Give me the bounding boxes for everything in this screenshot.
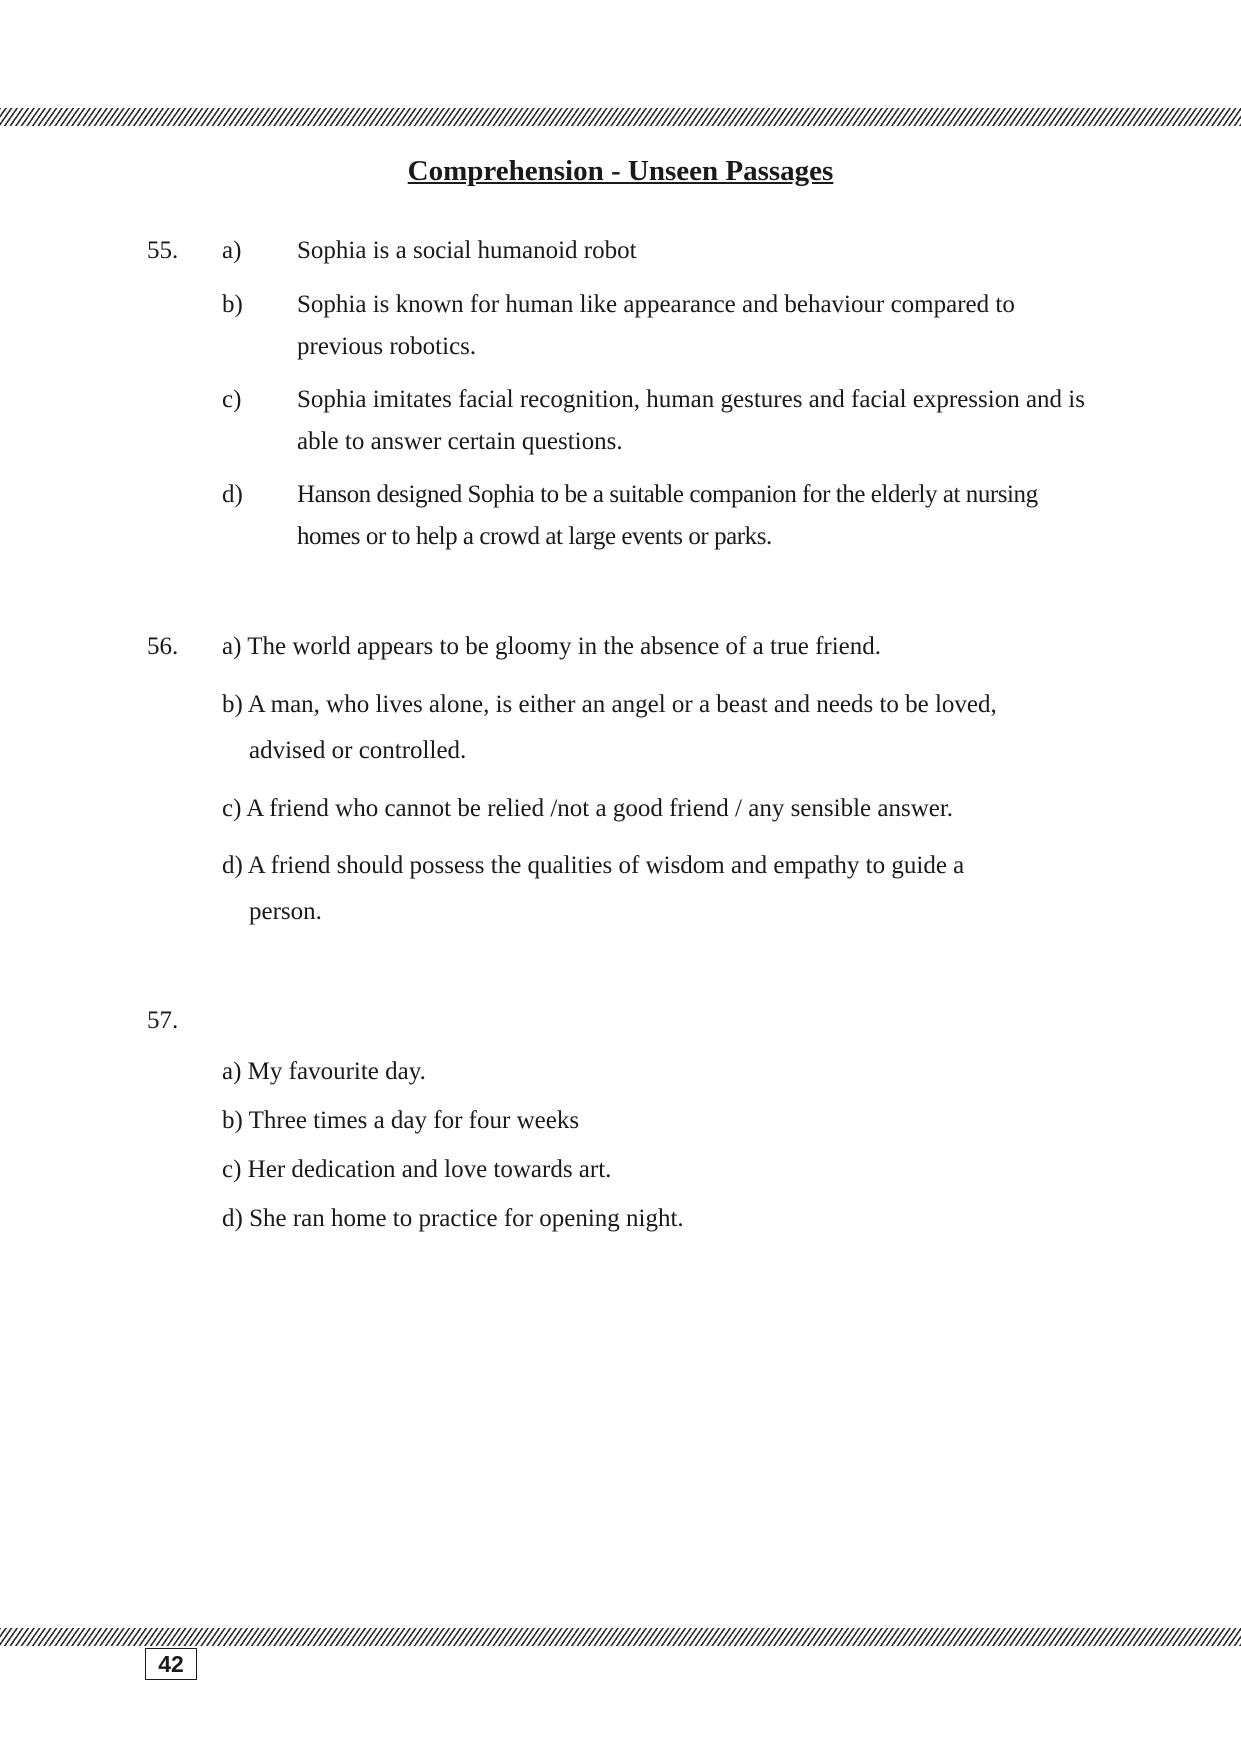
q55-b-answer: Sophia is known for human like appearance and behaviour compared to previous robotics.	[297, 291, 1015, 360]
q56-c-answer	[222, 786, 1093, 832]
top-hatched-border	[0, 108, 1241, 126]
q57-c-answer: c) Her dedication and love towards art.	[222, 1156, 612, 1183]
q55-d-label: d)	[222, 481, 243, 508]
q56-b-answer	[222, 682, 1093, 774]
q56-a-answer	[222, 624, 1093, 670]
q55-c-answer: Sophia imitates facial recognition, human gestures and facial expression and is able to answer certain questions.	[297, 386, 1085, 455]
q56-c-line: c) A friend who cannot be relied /not a good friend / any sensible answer.	[222, 795, 954, 822]
q55-b-label: b)	[222, 291, 243, 318]
q56-d-answer	[222, 843, 1093, 935]
q57-a-answer: a) My favourite day.	[222, 1058, 426, 1085]
page-title: Comprehension - Unseen Passages	[407, 155, 834, 187]
q57-b-answer: b) Three times a day for four weeks	[222, 1107, 580, 1134]
q56-b-line-1: b) A man, who lives alone, is either an angel or a beast and needs to be loved,	[222, 691, 997, 718]
page-number: 42	[145, 1648, 197, 1680]
q56-d-line-2: person.	[249, 898, 322, 925]
q56-a-line: a) The world appears to be gloomy in the absence of a true friend.	[222, 633, 882, 660]
q56-d-line-1: d) A friend should possess the qualities of wisdom and empathy to guide a	[222, 852, 965, 879]
bottom-hatched-border	[0, 1628, 1241, 1646]
q57-d-answer: d) She ran home to practice for opening night.	[222, 1205, 684, 1232]
q55-c-label: c)	[222, 386, 242, 413]
question-57-number: 57.	[147, 1007, 179, 1034]
q55-a-label: a)	[222, 237, 242, 264]
question-56-number: 56.	[147, 633, 179, 660]
q55-a-answer: Sophia is a social humanoid robot	[297, 237, 637, 264]
q56-b-line-2: advised or controlled.	[249, 737, 467, 764]
question-55-number: 55.	[147, 237, 179, 264]
q55-d-answer: Hanson designed Sophia to be a suitable companion for the elderly at nursing homes or to help a crowd at large events or parks.	[297, 481, 1038, 550]
